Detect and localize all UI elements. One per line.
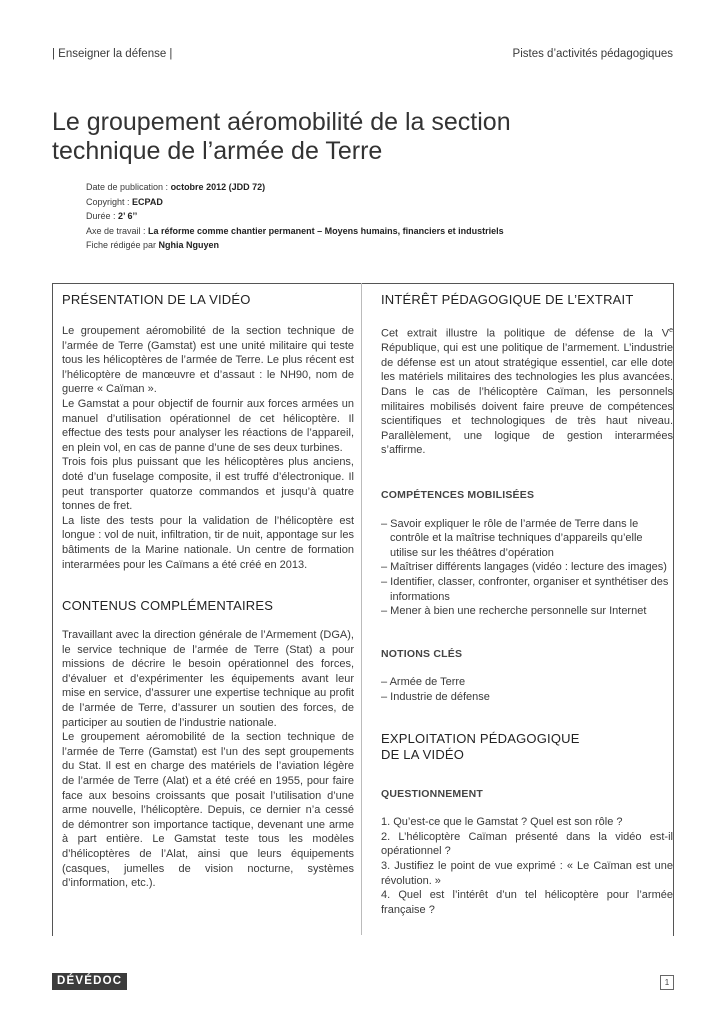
question-item: 1. Qu’est-ce que le Gamstat ? Quel est son rôle ?	[381, 816, 623, 829]
competences-heading: COMPÉTENCES MOBILISÉES	[381, 489, 535, 501]
list-item: – Savoir expliquer le rôle de l’armée de Terre dans le contrôle et la maîtrise techniques d’appareils qu’elle utilise sur les théâtres d’opération	[381, 517, 643, 559]
meta-axe: Axe de travail : La réforme comme chantier permanent – Moyens humains, financiers et industriels	[86, 225, 504, 236]
list-item: – Armée de Terre	[381, 676, 466, 689]
exploitation-heading: EXPLOITATION PÉDAGOGIQUE DE LA VIDÉO	[381, 730, 580, 762]
presentation-paragraph: La liste des tests pour la validation de l’hélicoptère est longue : vol de nuit, infiltration, tir de nuit, appontage sur les bâtiments de la Marine nationale. Un centre de formation interarmées pour les Caïmans a été créé en 2013.	[62, 514, 354, 571]
left-column	[62, 292, 354, 891]
presentation-paragraph: Le Gamstat a pour objectif de fournir aux forces armées un manuel d’utilisation opérationnel de cet hélicoptère. Il effectue des tests pour analyser les réactions de l’appareil, en plein vol, en cas de panne d’une de ses deux turbines.	[62, 397, 354, 454]
title-line-2: technique de l’armée de Terre	[52, 137, 383, 165]
contenus-paragraph: Le groupement aéromobilité de la section technique de l’armée de Terre (Gamstat) est l’un des sept groupements du Stat. Il est en charge des matériels de l’aviation légère de l’armée de Terre (Alat) et a été créé en 1955, pour faire face aux besoins croissants que posait l’utilisation d’une arme nouvelle, l’hélicoptère. Depuis, ce dernier n’a cessé de démontrer son importance tactique, devenant une arme à part entière. Le Gamstat teste tous les modèles d’hélicoptères de l’Alat, ainsi que leurs équipements (casques, jumelles de vision nocturne, systèmes d’information, etc.).	[62, 731, 354, 890]
interet-paragraph: Cet extrait illustre la politique de défense de la Ve République, qui est une politique de l’armement. L’industrie de défense est un atout stratégique essentiel, car elle dote les matériels militaires des technologies les plus avancées. Dans le cas de l’hélicoptère Caïman, les personnels militaires mobilisés doivent faire preuve de compétences scientifiques et technologiques de très haut niveau. Parallèlement, une logique de gestion interarmées s’affirme.	[381, 327, 673, 457]
metadata-block	[86, 180, 504, 253]
question-item: 2. L’hélicoptère Caïman présenté dans la vidéo est-il opérationnel ?	[381, 830, 673, 858]
header-right: Pistes d’activités pédagogiques	[512, 48, 673, 60]
notions-heading: NOTIONS CLÉS	[381, 647, 463, 660]
page-title	[52, 108, 672, 166]
devedoc-logo: DÉVÉDOC	[52, 973, 127, 990]
presentation-paragraph: Trois fois plus puissant que les hélicoptères plus anciens, doté d’un fuselage composite, il est truffé d’électronique. Il peut transporter quatorze commandos et jusqu’à quatre tonnes de fret.	[62, 456, 354, 513]
list-item: – Mener à bien une recherche personnelle sur Internet	[381, 605, 647, 618]
right-column	[381, 292, 673, 917]
notions-list	[381, 675, 673, 704]
list-item: – Industrie de défense	[381, 690, 490, 703]
competences-list	[381, 517, 673, 619]
meta-copyright: Copyright : ECPAD	[86, 196, 163, 207]
question-item: 3. Justifiez le point de vue exprimé : « Le Caïman est une révolution. »	[381, 859, 673, 887]
list-item: – Maîtriser différents langages (vidéo : lecture des images)	[381, 561, 667, 574]
questionnement-heading: QUESTIONNEMENT	[381, 787, 483, 800]
page-number: 1	[660, 975, 674, 990]
column-divider	[361, 283, 362, 935]
meta-duration: Durée : 2’ 6’’	[86, 211, 138, 222]
interet-heading: INTÉRÊT PÉDAGOGIQUE DE L’EXTRAIT	[381, 292, 634, 307]
meta-author: Fiche rédigée par Nghia Nguyen	[86, 240, 220, 251]
list-item: – Identifier, classer, confronter, organiser et synthétiser des informations	[381, 575, 669, 603]
question-item: 4. Quel est l’intérêt d’un tel hélicoptère pour l’armée française ?	[381, 889, 673, 916]
presentation-paragraph: Le groupement aéromobilité de la section technique de l’armée de Terre (Gamstat) est une unité militaire qui teste tous les hélicoptères de l’armée de Terre. Le plus récent est l’hélicoptère de manœuvre et d’assaut : le NH90, nom de guerre « Caïman ».	[62, 325, 354, 396]
contenus-heading: CONTENUS COMPLÉMENTAIRES	[62, 598, 274, 614]
contenus-paragraph: Travaillant avec la direction générale de l’Armement (DGA), le service technique de l’armée de Terre (Stat) a pour missions de décrire le besoin opérationnel des forces, d’évaluer et d’expérimenter les équipements avant leur mise en service, d’assurer une expertise technique au profit de l’armée de Terre, d’assurer un soutien des forces, de participer au soutien de l’industrie nationale.	[62, 629, 354, 729]
presentation-heading: PRÉSENTATION DE LA VIDÉO	[62, 292, 251, 307]
title-line-1: Le groupement aéromobilité de la section	[52, 108, 511, 136]
meta-publication: Date de publication : octobre 2012 (JDD 72)	[86, 182, 266, 192]
header-left: | Enseigner la défense |	[52, 48, 173, 60]
questions-list	[381, 815, 673, 917]
